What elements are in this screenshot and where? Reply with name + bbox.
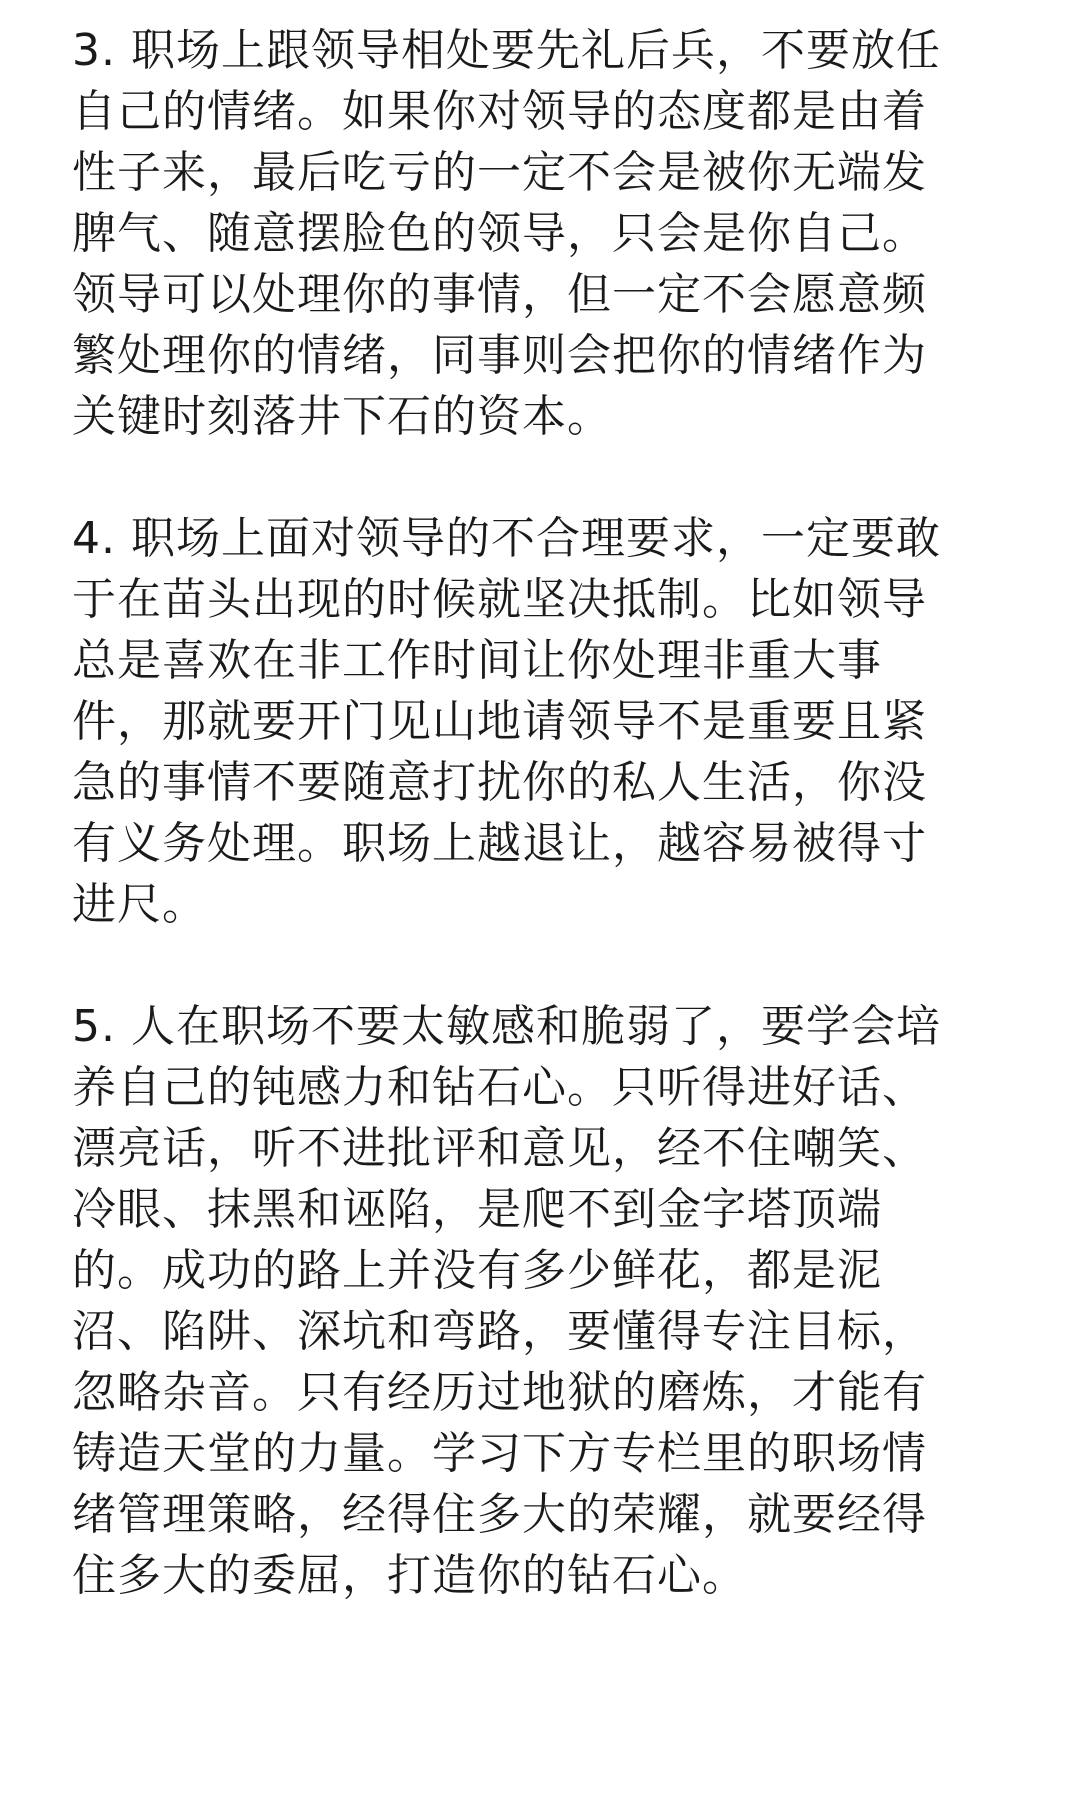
paragraph-line: 性子来，最后吃亏的一定不会是被你无端发: [72, 147, 927, 198]
paragraph-line: 沼、陷阱、深坑和弯路，要懂得专注目标，: [72, 1306, 927, 1357]
paragraph-line: 5. 人在职场不要太敏感和脆弱了，要学会培: [72, 1001, 941, 1052]
paragraph-gap: [72, 935, 992, 996]
article-body: [72, 20, 992, 1606]
paragraph-line: 总是喜欢在非工作时间让你处理非重大事: [72, 635, 882, 686]
paragraph-line: 住多大的委屈，打造你的钻石心。: [72, 1550, 747, 1601]
paragraph-line: 忽略杂音。只有经历过地狱的磨炼，才能有: [72, 1367, 927, 1418]
paragraph-line: 的。成功的路上并没有多少鲜花，都是泥: [72, 1245, 882, 1296]
paragraph-5: [72, 996, 992, 1606]
paragraph-line: 急的事情不要随意打扰你的私人生活，你没: [72, 757, 927, 808]
paragraph-line: 有义务处理。职场上越退让，越容易被得寸: [72, 818, 927, 869]
paragraph-line: 脾气、随意摆脸色的领导，只会是你自己。: [72, 208, 927, 259]
paragraph-4: [72, 508, 992, 935]
paragraph-line: 养自己的钝感力和钻石心。只听得进好话、: [72, 1062, 927, 1113]
paragraph-gap: [72, 447, 992, 508]
paragraph-line: 件，那就要开门见山地请领导不是重要且紧: [72, 696, 927, 747]
paragraph-line: 铸造天堂的力量。学习下方专栏里的职场情: [72, 1428, 927, 1479]
paragraph-line: 绪管理策略，经得住多大的荣耀，就要经得: [72, 1489, 927, 1540]
paragraph-line: 繁处理你的情绪，同事则会把你的情绪作为: [72, 330, 927, 381]
paragraph-line: 漂亮话，听不进批评和意见，经不住嘲笑、: [72, 1123, 927, 1174]
paragraph-line: 3. 职场上跟领导相处要先礼后兵，不要放任: [72, 25, 941, 76]
paragraph-line: 自己的情绪。如果你对领导的态度都是由着: [72, 86, 927, 137]
paragraph-line: 关键时刻落井下石的资本。: [72, 391, 612, 442]
paragraph-line: 进尺。: [72, 879, 207, 930]
paragraph-line: 于在苗头出现的时候就坚决抵制。比如领导: [72, 574, 927, 625]
paragraph-line: 冷眼、抹黑和诬陷，是爬不到金字塔顶端: [72, 1184, 882, 1235]
paragraph-3: [72, 20, 992, 447]
paragraph-line: 领导可以处理你的事情，但一定不会愿意频: [72, 269, 927, 320]
paragraph-line: 4. 职场上面对领导的不合理要求，一定要敢: [72, 513, 941, 564]
